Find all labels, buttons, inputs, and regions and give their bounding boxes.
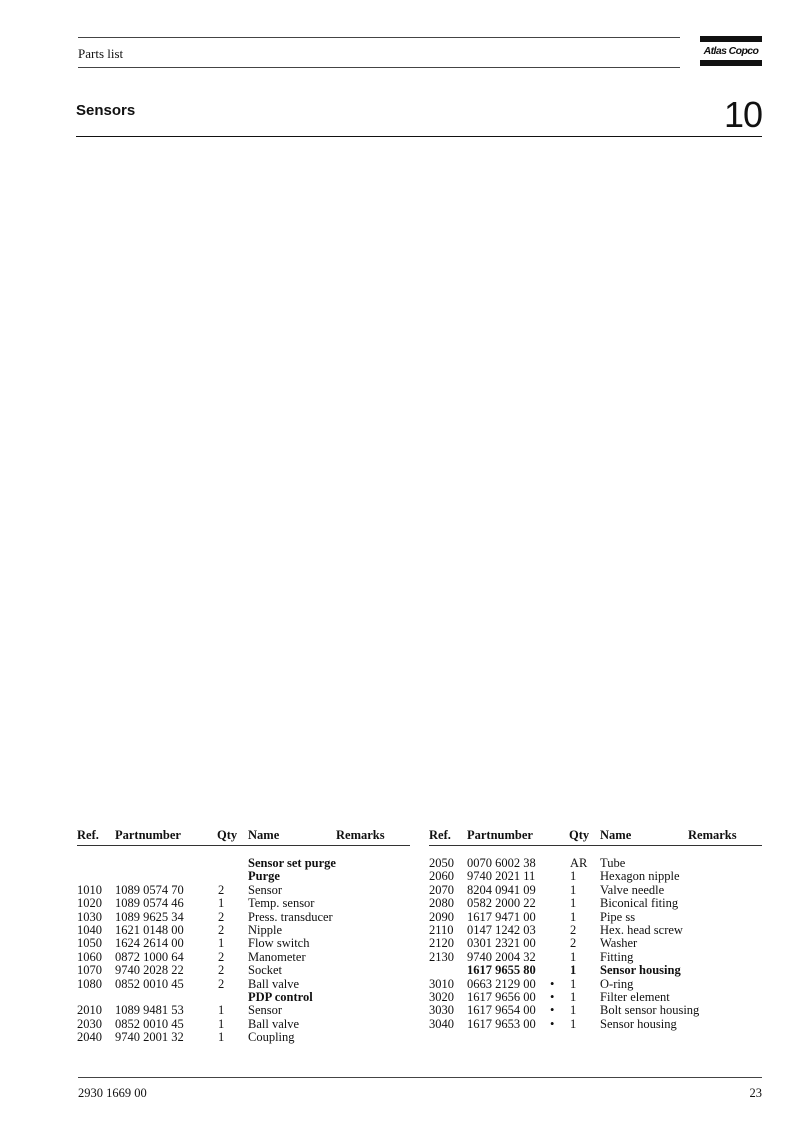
row-name: Washer [600, 936, 638, 951]
row-qty: 1 [570, 869, 577, 884]
row-ref: 1050 [77, 936, 102, 951]
row-ref: 1080 [77, 976, 102, 991]
row-ref: 2110 [429, 922, 454, 937]
row-part-number: 1089 0574 46 [115, 896, 184, 911]
row-ref: 1020 [77, 896, 102, 911]
header-part-number: Partnumber [467, 828, 533, 842]
row-ref: 1010 [77, 882, 102, 897]
row-qty: 1 [218, 936, 225, 951]
header-qty: Qty [217, 828, 238, 842]
row-ref: 2080 [429, 896, 454, 911]
row-name: Biconical fiting [600, 896, 679, 911]
page-number: 23 [749, 1086, 762, 1100]
row-qty: 1 [570, 1016, 577, 1031]
row-part-number: 1621 0148 00 [115, 922, 184, 937]
row-ref: 1070 [77, 963, 102, 978]
row-ref: 2090 [429, 909, 454, 924]
row-part-number: 1089 0574 70 [115, 882, 184, 897]
row-name: Sensor [248, 882, 283, 897]
header-ref: Ref. [429, 828, 451, 842]
row-name: Nipple [248, 922, 283, 937]
row-name: Sensor housing [600, 963, 681, 978]
table-header [77, 829, 410, 844]
header-rule [429, 845, 762, 846]
row-part-number: 1624 2614 00 [115, 936, 184, 951]
row-name: PDP control [248, 989, 313, 1004]
row-part-number: 1617 9654 00 [467, 1003, 536, 1018]
row-name: Bolt sensor housing [600, 1003, 700, 1018]
row-qty: 1 [218, 1016, 225, 1031]
parts-table-right [429, 828, 762, 1031]
row-part-number: 1617 9653 00 [467, 1016, 536, 1031]
row-qty: 1 [570, 976, 577, 991]
logo-text: Atlas Copco [703, 45, 759, 57]
row-ref: 1030 [77, 909, 102, 924]
brand-logo [700, 36, 762, 66]
row-ref: 1040 [77, 922, 102, 937]
row-name: Tube [600, 856, 626, 870]
header-top-rule [78, 37, 680, 38]
table-header [429, 829, 762, 844]
row-qty: 2 [218, 949, 225, 964]
row-name: O-ring [600, 976, 634, 991]
row-ref: 3040 [429, 1016, 454, 1031]
row-name: Temp. sensor [248, 896, 315, 911]
row-ref: 2060 [429, 869, 454, 884]
row-qty: 1 [570, 882, 577, 897]
row-ref: 2070 [429, 882, 454, 897]
row-name: Socket [248, 963, 283, 978]
row-name: Sensor housing [600, 1016, 677, 1031]
row-qty: 2 [218, 909, 225, 924]
header-ref: Ref. [77, 828, 99, 842]
row-name: Pipe ss [600, 909, 636, 924]
row-name: Hexagon nipple [600, 869, 680, 884]
row-qty: 1 [570, 989, 577, 1004]
row-ref: 2010 [77, 1003, 102, 1018]
header-rule [77, 845, 410, 846]
row-name: Flow switch [248, 936, 310, 951]
header-bottom-rule [78, 67, 680, 68]
row-ref: 3010 [429, 976, 454, 991]
row-qty: 1 [570, 896, 577, 911]
header-remarks: Remarks [688, 828, 737, 842]
row-ref: 1060 [77, 949, 102, 964]
row-part-number: 1617 9471 00 [467, 909, 536, 924]
row-part-number: 9740 2028 22 [115, 963, 184, 978]
row-part-number: 0301 2321 00 [467, 936, 536, 951]
row-part-number: 0852 0010 45 [115, 976, 184, 991]
row-ref: 3030 [429, 1003, 454, 1018]
row-qty: 1 [218, 896, 225, 911]
row-name: Hex. head screw [600, 922, 683, 937]
header-part-number: Partnumber [115, 828, 181, 842]
row-part-number: 0852 0010 45 [115, 1016, 184, 1031]
row-part-number: 1089 9481 53 [115, 1003, 184, 1018]
row-qty: 1 [218, 1030, 225, 1045]
row-name: Ball valve [248, 1016, 300, 1031]
row-qty: 1 [570, 963, 577, 978]
row-name: Press. transducer [248, 909, 333, 924]
row-qty: 2 [570, 936, 577, 951]
row-qty: 2 [218, 922, 225, 937]
header-name: Name [248, 828, 280, 842]
row-name: Manometer [248, 949, 306, 964]
row-ref: 2130 [429, 949, 454, 964]
row-part-number: 0147 1242 03 [467, 922, 536, 937]
row-name: Fitting [600, 949, 634, 964]
footer-rule [78, 1077, 762, 1078]
section-number: 10 [723, 94, 762, 135]
row-qty: 1 [570, 1003, 577, 1018]
row-name: Valve needle [600, 882, 665, 897]
document-number: 2930 1669 00 [78, 1086, 147, 1100]
row-part-number: 0872 1000 64 [115, 949, 184, 964]
parts-table-left [77, 828, 410, 1045]
row-bullet: • [550, 989, 555, 1004]
row-part-number: 0663 2129 00 [467, 976, 536, 991]
row-ref: 2050 [429, 856, 454, 870]
row-part-number: 0582 2000 22 [467, 896, 536, 911]
row-name: Filter element [600, 989, 670, 1004]
row-name: Coupling [248, 1030, 295, 1045]
row-qty: 2 [218, 882, 225, 897]
row-part-number: 9740 2001 32 [115, 1030, 184, 1045]
header-section-label: Parts list [78, 46, 124, 61]
row-ref: 3020 [429, 989, 454, 1004]
row-part-number: 1617 9656 00 [467, 989, 536, 1004]
row-ref: 2030 [77, 1016, 102, 1031]
row-bullet: • [550, 1003, 555, 1018]
row-bullet: • [550, 976, 555, 991]
row-name: Sensor set purge [248, 856, 336, 870]
header-name: Name [600, 828, 632, 842]
row-ref: 2040 [77, 1030, 102, 1045]
row-qty: AR [570, 856, 588, 870]
logo-bottom-bar [700, 60, 762, 66]
row-part-number: 1617 9655 80 [467, 963, 536, 978]
row-part-number: 8204 0941 09 [467, 882, 536, 897]
row-qty: 1 [218, 1003, 225, 1018]
row-part-number: 1089 9625 34 [115, 909, 184, 924]
row-qty: 2 [218, 976, 225, 991]
row-qty: 2 [218, 963, 225, 978]
row-part-number: 9740 2021 11 [467, 869, 536, 884]
row-name: Ball valve [248, 976, 300, 991]
row-name: Purge [248, 869, 280, 884]
row-part-number: 0070 6002 38 [467, 856, 536, 870]
row-qty: 2 [570, 922, 577, 937]
row-name: Sensor [248, 1003, 283, 1018]
header-remarks: Remarks [336, 828, 385, 842]
section-title: Sensors [76, 102, 136, 119]
header-qty: Qty [569, 828, 590, 842]
section-rule [76, 136, 762, 137]
row-ref: 2120 [429, 936, 454, 951]
row-qty: 1 [570, 949, 577, 964]
row-bullet: • [550, 1016, 555, 1031]
row-part-number: 9740 2004 32 [467, 949, 536, 964]
row-qty: 1 [570, 909, 577, 924]
